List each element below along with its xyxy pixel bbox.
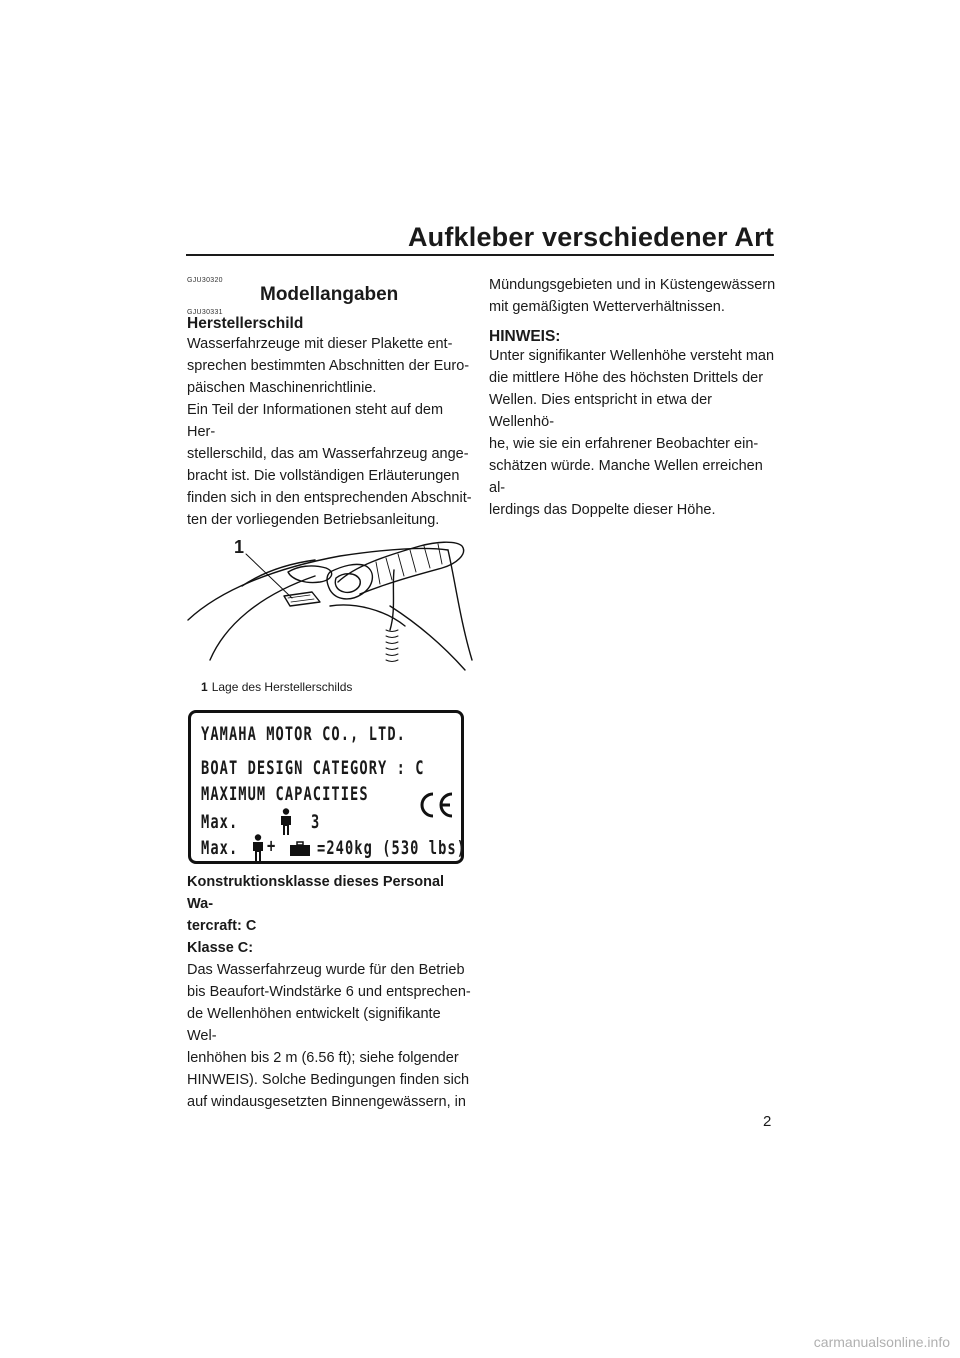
plate-max-label: Max.	[201, 837, 239, 859]
watermark: carmanualsonline.info	[813, 1334, 950, 1350]
figure-caption-text: Lage des Herstellerschilds	[211, 680, 353, 694]
intro-line: Ein Teil der Informationen steht auf dem Her-	[187, 402, 444, 440]
ce-mark-icon	[417, 791, 457, 819]
subsection-code: GJU30331	[187, 309, 223, 316]
right-column-text	[489, 274, 779, 318]
plate-max-label: Max.	[201, 811, 239, 833]
manufacturer-plate	[188, 710, 467, 864]
page-number: 2	[763, 1113, 772, 1130]
person-icon	[251, 834, 265, 862]
intro-paragraph	[187, 333, 472, 531]
header-rule	[186, 254, 774, 256]
note-paragraph	[489, 345, 779, 521]
body-line: Das Wasserfahrzeug wurde für den Betrieb	[187, 962, 465, 978]
design-category-line: tercraft: C	[187, 918, 257, 934]
section-title: Modellangaben	[260, 284, 399, 305]
intro-line: päischen Maschinenrichtlinie.	[187, 380, 377, 396]
figure-caption	[201, 680, 352, 694]
body-line: auf windausgesetzten Binnengewässern, in	[187, 1094, 466, 1110]
continuation-line: mit gemäßigten Wetterverhältnissen.	[489, 299, 725, 315]
plate-weight-limit: =240kg (530 lbs)	[317, 837, 467, 859]
page-header-title: Aufkleber verschiedener Art	[407, 222, 774, 252]
plate-design-category: BOAT DESIGN CATEGORY : C	[201, 757, 425, 779]
body-line: HINWEIS). Solche Bedingungen finden sich	[187, 1072, 470, 1088]
design-category-block	[187, 871, 472, 1113]
plate-plus-sign: +	[267, 835, 277, 857]
plate-max-capacities: MAXIMUM CAPACITIES	[201, 783, 369, 805]
class-heading: Klasse C:	[187, 940, 254, 956]
note-title: HINWEIS:	[489, 328, 561, 345]
plate-person-count: 3	[311, 811, 321, 833]
watercraft-handlebar-illustration	[180, 510, 480, 675]
body-line: bis Beaufort-Windstärke 6 und entsprechen-	[187, 984, 471, 1000]
luggage-icon	[289, 841, 311, 857]
section-code: GJU30320	[187, 277, 223, 284]
plate-manufacturer: YAMAHA MOTOR CO., LTD.	[201, 723, 406, 745]
note-line: he, wie sie ein erfahrener Beobachter ein-	[489, 436, 759, 452]
note-line: die mittlere Höhe des höchsten Drittels der	[489, 370, 764, 386]
intro-line: bracht ist. Die vollständigen Erläuterungen	[187, 468, 460, 484]
continuation-line: Mündungsgebieten und in Küstengewässern	[489, 277, 776, 293]
note-line: schätzen würde. Manche Wellen erreichen al-	[489, 458, 763, 496]
design-category-line: Konstruktionsklasse dieses Personal Wa-	[187, 874, 445, 912]
body-line: lenhöhen bis 2 m (6.56 ft); siehe folgender	[187, 1050, 459, 1066]
note-line: lerdings das Doppelte dieser Höhe.	[489, 502, 716, 518]
intro-line: Wasserfahrzeuge mit dieser Plakette ent-	[187, 336, 453, 352]
intro-line: ten der vorliegenden Betriebsanleitung.	[187, 512, 440, 528]
note-line: Wellen. Dies entspricht in etwa der Wellenhö-	[489, 392, 712, 430]
intro-line: sprechen bestimmten Abschnitten der Euro-	[187, 358, 470, 374]
note-line: Unter signifikanter Wellenhöhe versteht man	[489, 348, 775, 364]
figure-caption-number: 1	[201, 680, 208, 694]
intro-line: finden sich in den entsprechenden Abschnit-	[187, 490, 472, 506]
person-icon	[279, 808, 293, 836]
body-line: de Wellenhöhen entwickelt (signifikante Wel-	[187, 1006, 441, 1044]
intro-line: stellerschild, das am Wasserfahrzeug ange-	[187, 446, 469, 462]
figure-callout-number: 1	[234, 537, 245, 557]
subsection-title: Herstellerschild	[187, 315, 304, 332]
